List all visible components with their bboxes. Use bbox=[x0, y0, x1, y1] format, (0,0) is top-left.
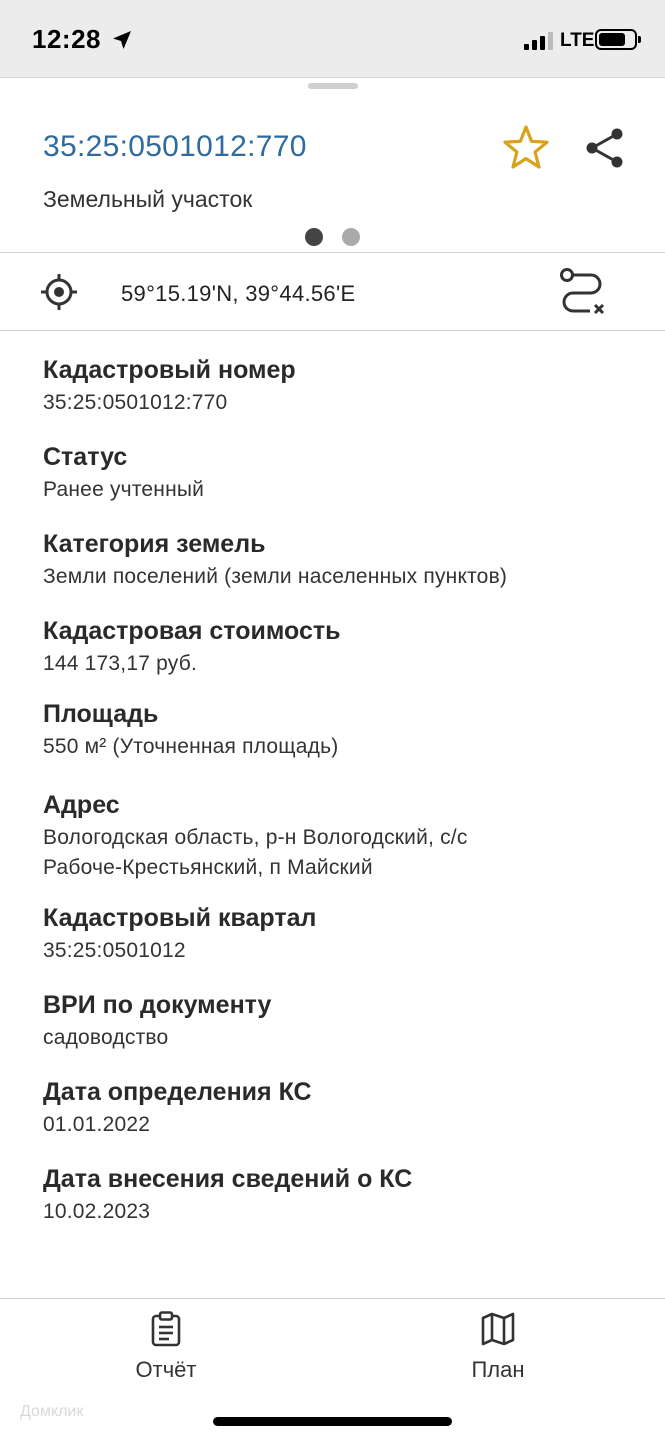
field-value: Земли поселений (земли населенных пунктов) bbox=[43, 565, 508, 588]
coordinates-row bbox=[0, 253, 665, 330]
page-dot-active[interactable] bbox=[305, 228, 323, 246]
cadastral-number-title[interactable]: 35:25:0501012:770 bbox=[43, 130, 307, 163]
battery-icon bbox=[595, 29, 637, 50]
field-label: Дата внесения сведений о КС bbox=[43, 1165, 413, 1193]
field-value: 35:25:0501012 bbox=[43, 939, 186, 962]
field-label: Адрес bbox=[43, 791, 120, 819]
location-arrow-icon bbox=[110, 28, 134, 52]
coordinates-text[interactable]: 59°15.19'N, 39°44.56'E bbox=[121, 281, 356, 306]
route-clear-icon[interactable] bbox=[556, 267, 608, 317]
field-value: 550 м² (Уточненная площадь) bbox=[43, 735, 339, 758]
field-cadastral-quarter bbox=[43, 900, 643, 966]
field-label: Площадь bbox=[43, 700, 159, 728]
field-valuation-date bbox=[43, 1074, 643, 1140]
field-label: Категория земель bbox=[43, 530, 266, 558]
field-label: Кадастровый номер bbox=[43, 356, 296, 384]
sheet-drag-handle[interactable] bbox=[308, 83, 358, 89]
star-icon[interactable] bbox=[502, 124, 550, 172]
watermark: Домклик bbox=[20, 1403, 84, 1420]
share-icon[interactable] bbox=[583, 126, 627, 170]
field-label: ВРИ по документу bbox=[43, 991, 272, 1019]
page-indicator bbox=[305, 228, 365, 248]
field-value: садоводство bbox=[43, 1026, 169, 1049]
home-indicator[interactable] bbox=[213, 1417, 452, 1426]
field-value: 35:25:0501012:770 bbox=[43, 391, 228, 414]
map-icon bbox=[480, 1311, 516, 1347]
field-cadastral-number bbox=[43, 352, 643, 418]
field-value: 10.02.2023 bbox=[43, 1200, 151, 1223]
field-land-category bbox=[43, 526, 643, 592]
field-entry-date bbox=[43, 1161, 643, 1227]
field-label: Дата определения КС bbox=[43, 1078, 312, 1106]
field-area bbox=[43, 696, 643, 762]
field-label: Кадастровая стоимость bbox=[43, 617, 341, 645]
field-address bbox=[43, 787, 643, 883]
tab-report[interactable] bbox=[106, 1311, 226, 1391]
clipboard-icon bbox=[149, 1311, 183, 1347]
field-value: 01.01.2022 bbox=[43, 1113, 151, 1136]
field-value: 144 173,17 руб. bbox=[43, 652, 197, 675]
signal-icon bbox=[524, 32, 554, 50]
bottom-tab-bar bbox=[0, 1298, 665, 1440]
field-label: Кадастровый квартал bbox=[43, 904, 317, 932]
field-status bbox=[43, 439, 643, 505]
field-value: Ранее учтенный bbox=[43, 478, 205, 501]
page-dot[interactable] bbox=[342, 228, 360, 246]
object-type: Земельный участок bbox=[43, 186, 253, 212]
field-value-line2: Рабоче-Крестьянский, п Майский bbox=[43, 856, 373, 879]
divider bbox=[0, 330, 665, 331]
target-icon[interactable] bbox=[40, 273, 78, 311]
field-label: Статус bbox=[43, 443, 128, 471]
tab-plan[interactable] bbox=[438, 1311, 558, 1391]
field-value: Вологодская область, р-н Вологодский, с/с bbox=[43, 826, 468, 849]
field-permitted-use bbox=[43, 987, 643, 1053]
tab-plan-label: План bbox=[471, 1357, 525, 1382]
object-header bbox=[0, 92, 665, 252]
field-cadastral-value bbox=[43, 613, 643, 679]
network-type: LTE bbox=[560, 30, 595, 51]
status-bar bbox=[0, 0, 665, 78]
tab-report-label: Отчёт bbox=[135, 1357, 197, 1382]
status-time: 12:28 bbox=[32, 24, 101, 54]
